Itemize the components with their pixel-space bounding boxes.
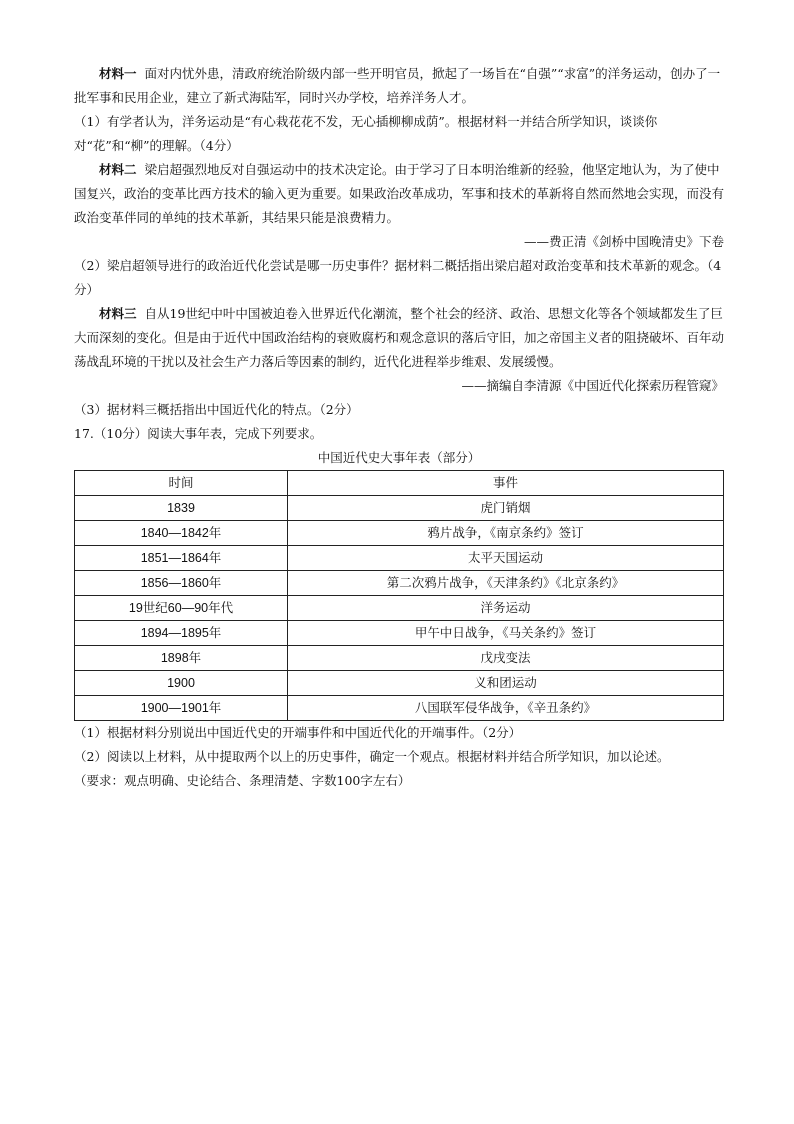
material-3 [74,302,724,374]
material-3-text: 自从19世纪中叶中国被迫卷入世界近代化潮流，整个社会的经济、政治、思想文化等各个领域都发生了巨大而深刻的变化。但是由于近代中国政治结构的衰败腐朽和观念意识的落后守旧，加之帝国主义者的阻挠破坏、百年动荡战乱环境的干扰以及社会生产力落后等因素的制约，近代化进程举步维艰、发展缓慢。 [74,306,725,369]
question-2: （2）梁启超领导进行的政治近代化尝试是哪一历史事件？据材料二概括指出梁启超对政治变革和技术革新的观念。（4分） [74,258,722,297]
material-2-source: ——费正清《剑桥中国晚清史》下卷 [523,234,724,249]
row-time: 1898年 [75,646,288,671]
row-time: 1900 [75,671,288,696]
material-1-label: 材料一 [99,66,137,81]
table-row [75,646,724,671]
row-event: 鸦片战争，《南京条约》签订 [288,521,724,546]
row-event: 第二次鸦片战争，《天津条约》《北京条约》 [288,571,724,596]
question-17-requirements: （要求：观点明确、史论结合、条理清楚、字数100字左右） [74,773,411,788]
material-2-label: 材料二 [99,162,137,177]
row-time: 1840—1842年 [75,521,288,546]
row-event: 八国联军侵华战争，《辛丑条约》 [288,696,724,721]
row-time: 19世纪60—90年代 [75,596,288,621]
material-1 [74,62,724,110]
timeline-table [74,470,724,721]
row-time: 1900—1901年 [75,696,288,721]
row-time: 1851—1864年 [75,546,288,571]
question-3: （3）据材料三概括指出中国近代化的特点。（2分） [74,402,359,417]
table-row [75,496,724,521]
material-2-text: 梁启超强烈地反对自强运动中的技术决定论。由于学习了日本明治维新的经验，他坚定地认为，为了使中国复兴，政治的变革比西方技术的输入更为重要。如果政治改革成功，军事和技术的革新将自然而然地会实现，而没有政治变革伴同的单纯的技术革新，其结果只能是浪费精力。 [74,162,725,225]
table-row [75,621,724,646]
row-time: 1894—1895年 [75,621,288,646]
row-time: 1856—1860年 [75,571,288,596]
row-time: 1839 [75,496,288,521]
question-17: 17.（10分）阅读大事年表，完成下列要求。 [74,426,323,441]
table-row [75,596,724,621]
exam-page [74,62,724,793]
table-row [75,696,724,721]
row-event: 义和团运动 [288,671,724,696]
table-row [75,546,724,571]
material-1-text: 面对内忧外患，清政府统治阶级内部一些开明官员，掀起了一场旨在“自强”“求富”的洋务运动，创办了一批军事和民用企业，建立了新式海陆军，同时兴办学校，培养洋务人才。 [74,66,721,105]
question-17-2: （2）阅读以上材料，从中提取两个以上的历史事件，确定一个观点。根据材料并结合所学知识，加以论述。 [74,749,670,764]
table-header-row [75,471,724,496]
question-17-1: （1）根据材料分别说出中国近代史的开端事件和中国近代化的开端事件。（2分） [74,725,522,740]
table-row [75,521,724,546]
material-3-source: ——摘编自李清源《中国近代化探索历程管窥》 [461,378,724,393]
material-3-label: 材料三 [99,306,137,321]
table-row [75,671,724,696]
header-event: 事件 [288,471,724,496]
material-2 [74,158,724,230]
question-1: （1）有学者认为，洋务运动是“有心栽花花不发，无心插柳柳成荫”。根据材料一并结合所学知识，谈谈你对“花”和“柳”的理解。（4分） [74,114,658,153]
table-row [75,571,724,596]
row-event: 戊戌变法 [288,646,724,671]
row-event: 洋务运动 [288,596,724,621]
row-event: 虎门销烟 [288,496,724,521]
header-time: 时间 [75,471,288,496]
row-event: 太平天国运动 [288,546,724,571]
row-event: 甲午中日战争，《马关条约》签订 [288,621,724,646]
table-caption: 中国近代史大事年表（部分） [317,450,481,465]
